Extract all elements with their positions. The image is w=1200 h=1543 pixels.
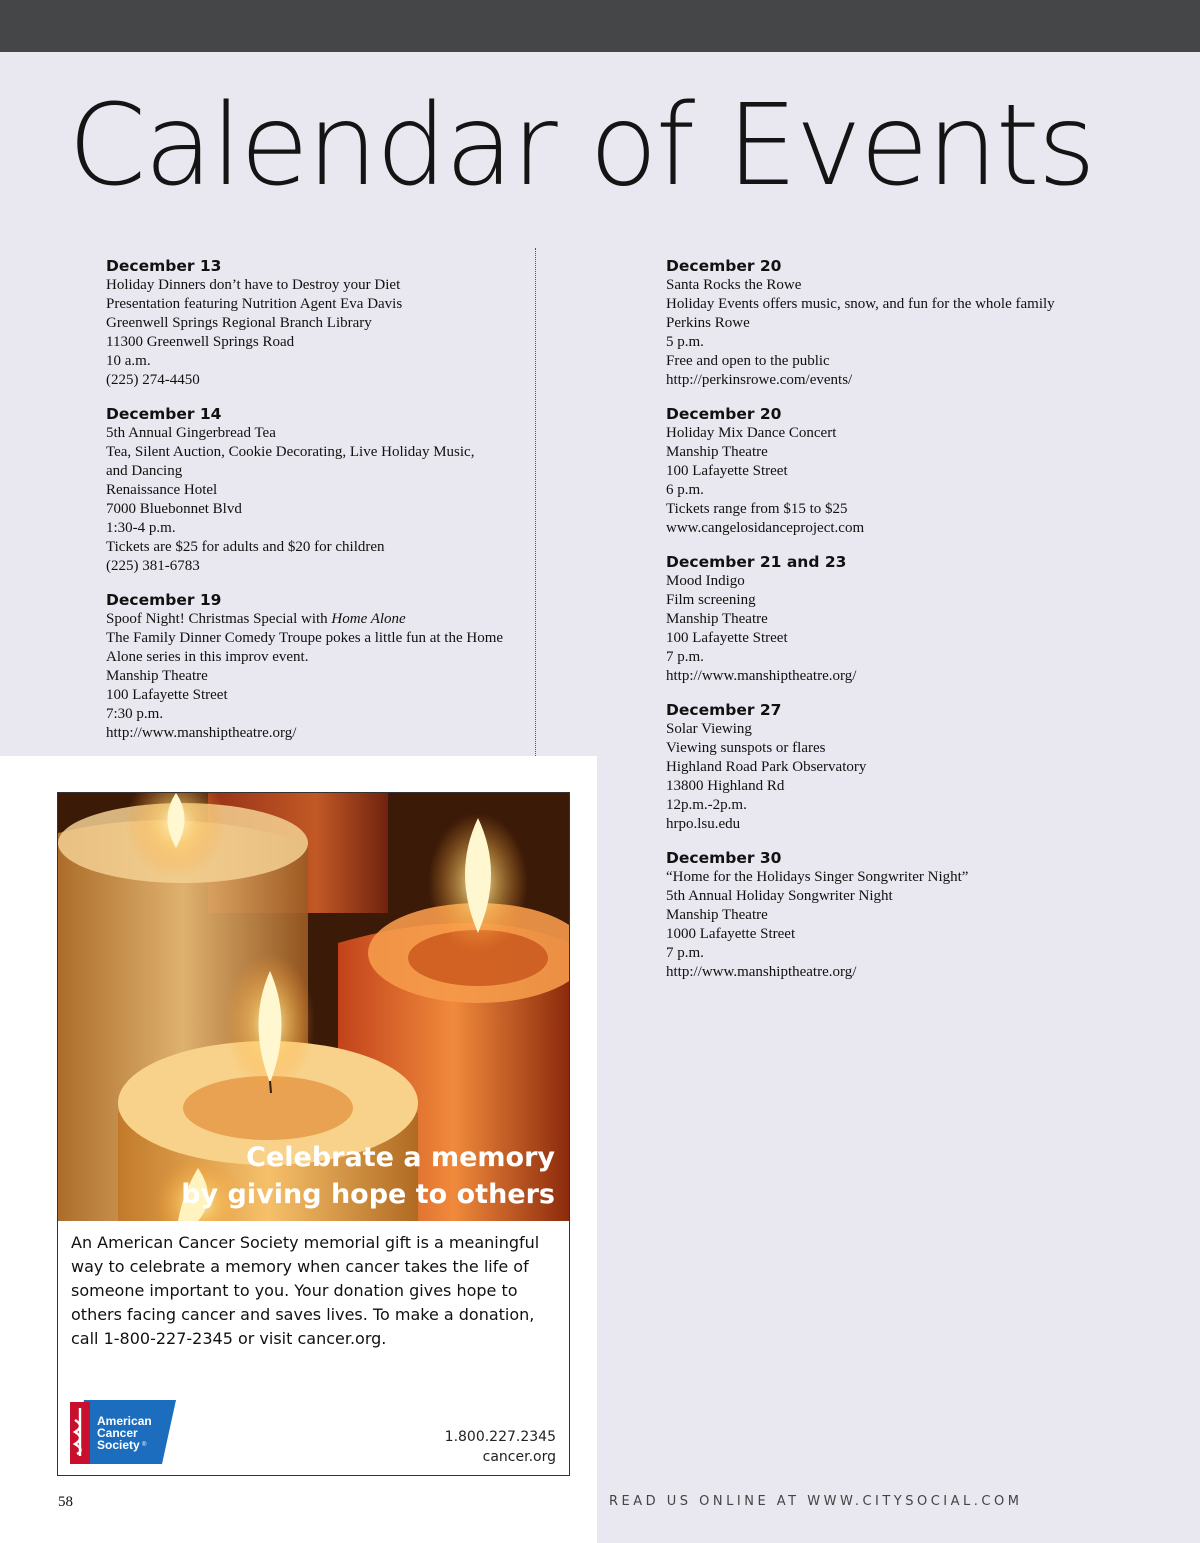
event-line: 100 Lafayette Street <box>106 687 228 703</box>
event-line: 1:30-4 p.m. <box>106 520 176 536</box>
event-entry <box>666 404 1166 538</box>
ad-website[interactable]: cancer.org <box>482 1449 556 1465</box>
event-date: December 20 <box>666 405 782 423</box>
event-link[interactable]: hrpo.lsu.edu <box>666 816 741 832</box>
event-date: December 20 <box>666 257 782 275</box>
event-entry <box>666 848 1166 982</box>
column-divider <box>535 248 536 756</box>
ad-contact <box>445 1427 556 1467</box>
event-link[interactable]: http://www.manshiptheatre.org/ <box>666 668 857 684</box>
event-line: Renaissance Hotel <box>106 482 218 498</box>
event-entry <box>106 404 534 576</box>
event-line: Highland Road Park Observatory <box>666 759 867 775</box>
cancer-society-ad[interactable] <box>57 792 570 1476</box>
event-line: Perkins Rowe <box>666 315 750 331</box>
event-line: 5th Annual Holiday Songwriter Night <box>666 888 893 904</box>
event-line: 100 Lafayette Street <box>666 463 788 479</box>
events-column-left <box>106 256 534 757</box>
event-line: 100 Lafayette Street <box>666 630 788 646</box>
event-link[interactable]: http://perkinsrowe.com/events/ <box>666 372 853 388</box>
american-cancer-society-logo[interactable] <box>70 1400 176 1464</box>
event-line: Mood Indigo <box>666 573 745 589</box>
event-line: (225) 381-6783 <box>106 558 200 574</box>
top-bar <box>0 0 1200 52</box>
candles-photo <box>58 793 569 1221</box>
ad-headline-line: by giving hope to others <box>181 1179 555 1210</box>
event-line: 7 p.m. <box>666 945 704 961</box>
event-line: Manship Theatre <box>666 611 768 627</box>
event-line: Tickets are $25 for adults and $20 for children <box>106 539 385 555</box>
event-line: 13800 Highland Rd <box>666 778 785 794</box>
logo-text-2: Cancer <box>97 1426 138 1440</box>
logo-text-1: American <box>97 1414 152 1428</box>
ad-headline-line: Celebrate a memory <box>246 1142 555 1173</box>
event-entry <box>666 552 1166 686</box>
event-line: Manship Theatre <box>106 668 208 684</box>
event-line: Manship Theatre <box>666 444 768 460</box>
event-entry <box>106 256 534 390</box>
event-line: Holiday Events offers music, snow, and fun for the whole family <box>666 296 1055 312</box>
event-line: Solar Viewing <box>666 721 752 737</box>
event-line: 5 p.m. <box>666 334 704 350</box>
event-date: December 14 <box>106 405 222 423</box>
event-line: 11300 Greenwell Springs Road <box>106 334 295 350</box>
event-line: Holiday Dinners don’t have to Destroy your Diet <box>106 277 401 293</box>
logo-text-3: Society <box>97 1438 140 1452</box>
event-line: Holiday Mix Dance Concert <box>666 425 837 441</box>
event-title-italic: Home Alone <box>331 611 406 627</box>
events-column-right <box>666 256 1166 996</box>
event-line: Free and open to the public <box>666 353 830 369</box>
event-line: Tickets range from $15 to $25 <box>666 501 848 517</box>
event-line: 6 p.m. <box>666 482 704 498</box>
event-entry <box>106 590 534 743</box>
event-line: 10 a.m. <box>106 353 151 369</box>
page-number: 58 <box>58 1494 73 1510</box>
page-title: Calendar of Events <box>68 81 1094 211</box>
event-line: Film screening <box>666 592 756 608</box>
event-title-prefix: Spoof Night! Christmas Special with <box>106 611 332 627</box>
ad-headline <box>181 1139 555 1213</box>
event-date: December 13 <box>106 257 222 275</box>
footer-tagline[interactable]: READ US ONLINE AT WWW.CITYSOCIAL.COM <box>609 1494 1023 1509</box>
event-date: December 27 <box>666 701 782 719</box>
event-line: 7 p.m. <box>666 649 704 665</box>
event-line: (225) 274-4450 <box>106 372 200 388</box>
event-line: 7:30 p.m. <box>106 706 164 722</box>
event-date: December 30 <box>666 849 782 867</box>
event-link[interactable]: http://www.manshiptheatre.org/ <box>666 964 857 980</box>
event-line: Greenwell Springs Regional Branch Library <box>106 315 372 331</box>
ad-body-text: An American Cancer Society memorial gift is a meaningful way to celebrate a memory when cancer takes the life of someone important to you. Your donation gives hope to others facing cancer and saves lives. To make a donation, call 1-800-227-2345 or visit cancer.org. <box>71 1233 540 1348</box>
event-line: Manship Theatre <box>666 907 768 923</box>
event-line: 12p.m.-2p.m. <box>666 797 747 813</box>
event-line: 7000 Bluebonnet Blvd <box>106 501 242 517</box>
event-line: Viewing sunspots or flares <box>666 740 826 756</box>
event-line: 1000 Lafayette Street <box>666 926 796 942</box>
event-date: December 19 <box>106 591 222 609</box>
event-title-line <box>106 610 534 629</box>
event-entry <box>666 256 1166 390</box>
ad-phone[interactable]: 1.800.227.2345 <box>444 1429 556 1445</box>
event-link[interactable]: http://www.manshiptheatre.org/ <box>106 725 297 741</box>
event-line: The Family Dinner Comedy Troupe pokes a little fun at the Home <box>106 630 504 646</box>
event-line: Tea, Silent Auction, Cookie Decorating, Live Holiday Music, <box>106 444 475 460</box>
event-line: Presentation featuring Nutrition Agent Eva Davis <box>106 296 403 312</box>
event-line: Santa Rocks the Rowe <box>666 277 802 293</box>
event-date: December 21 and 23 <box>666 553 847 571</box>
event-line: 5th Annual Gingerbread Tea <box>106 425 276 441</box>
logo-registered-mark: ® <box>142 1442 147 1448</box>
event-line: Alone series in this improv event. <box>106 649 309 665</box>
event-entry <box>666 700 1166 834</box>
event-line: and Dancing <box>106 463 183 479</box>
event-link[interactable]: www.cangelosidanceproject.com <box>666 520 865 536</box>
event-line: “Home for the Holidays Singer Songwriter Night” <box>666 869 969 885</box>
